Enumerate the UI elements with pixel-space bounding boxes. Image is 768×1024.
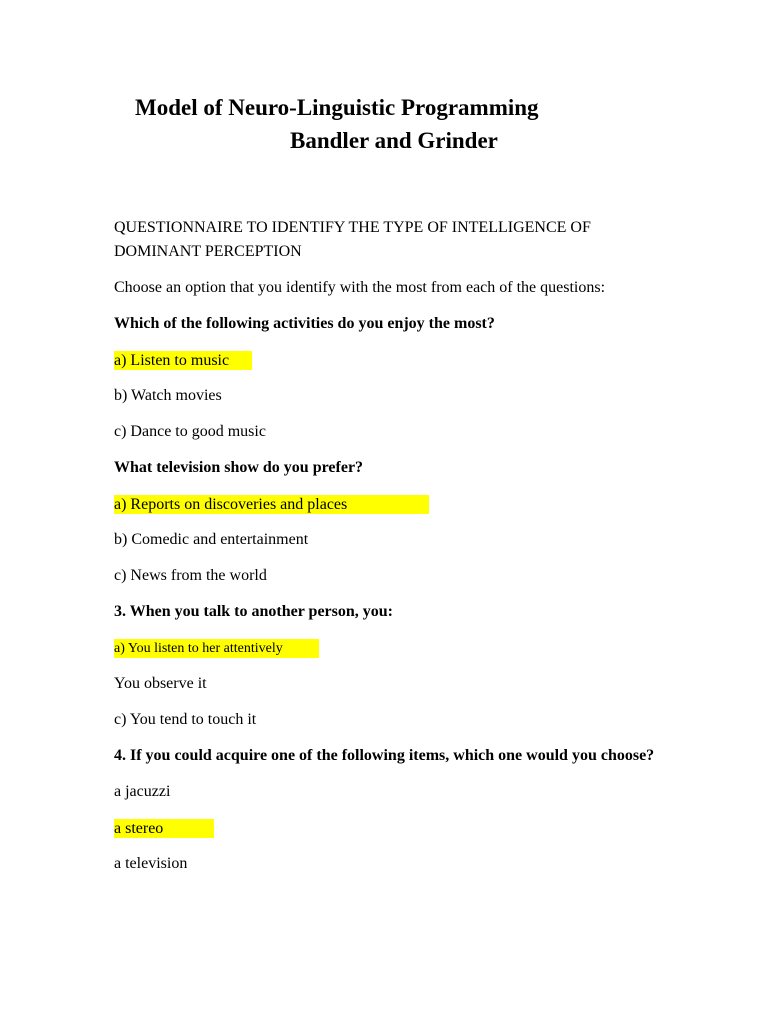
instruction-text: Choose an option that you identify with the most from each of the questions: <box>114 279 606 296</box>
highlighted-answer: a) Listen to music <box>114 351 252 370</box>
question-3-option-a <box>114 636 674 660</box>
question-2: What television show do you prefer? <box>114 459 364 476</box>
question-1: Which of the following activities do you enjoy the most? <box>114 315 495 332</box>
question-1-option-b: b) Watch movies <box>114 387 222 404</box>
questionnaire <box>114 216 674 888</box>
document-title: Model of Neuro-Linguistic Programming <box>135 95 539 120</box>
question-1-option-c: c) Dance to good music <box>114 423 266 440</box>
question-3: 3. When you talk to another person, you: <box>114 603 393 620</box>
question-2-option-b: b) Comedic and entertainment <box>114 531 309 548</box>
question-4-option-a: a jacuzzi <box>114 783 171 800</box>
highlighted-answer: a) You listen to her attentively <box>114 639 319 658</box>
question-1-option-a <box>114 348 674 372</box>
question-4-option-b <box>114 816 674 840</box>
question-3-option-b: You observe it <box>114 675 207 692</box>
document-subtitle: Bandler and Grinder <box>290 128 498 153</box>
question-2-option-a <box>114 492 674 516</box>
section-heading: QUESTIONNAIRE TO IDENTIFY THE TYPE OF INTELLIGENCE OF DOMINANT PERCEPTION <box>114 219 591 260</box>
highlighted-answer: a stereo <box>114 819 214 838</box>
question-4-option-c: a television <box>114 855 188 872</box>
question-4: 4. If you could acquire one of the following items, which one would you choose? <box>114 747 655 764</box>
highlighted-answer: a) Reports on discoveries and places <box>114 495 429 514</box>
question-2-option-c: c) News from the world <box>114 567 267 584</box>
question-3-option-c: c) You tend to touch it <box>114 711 257 728</box>
